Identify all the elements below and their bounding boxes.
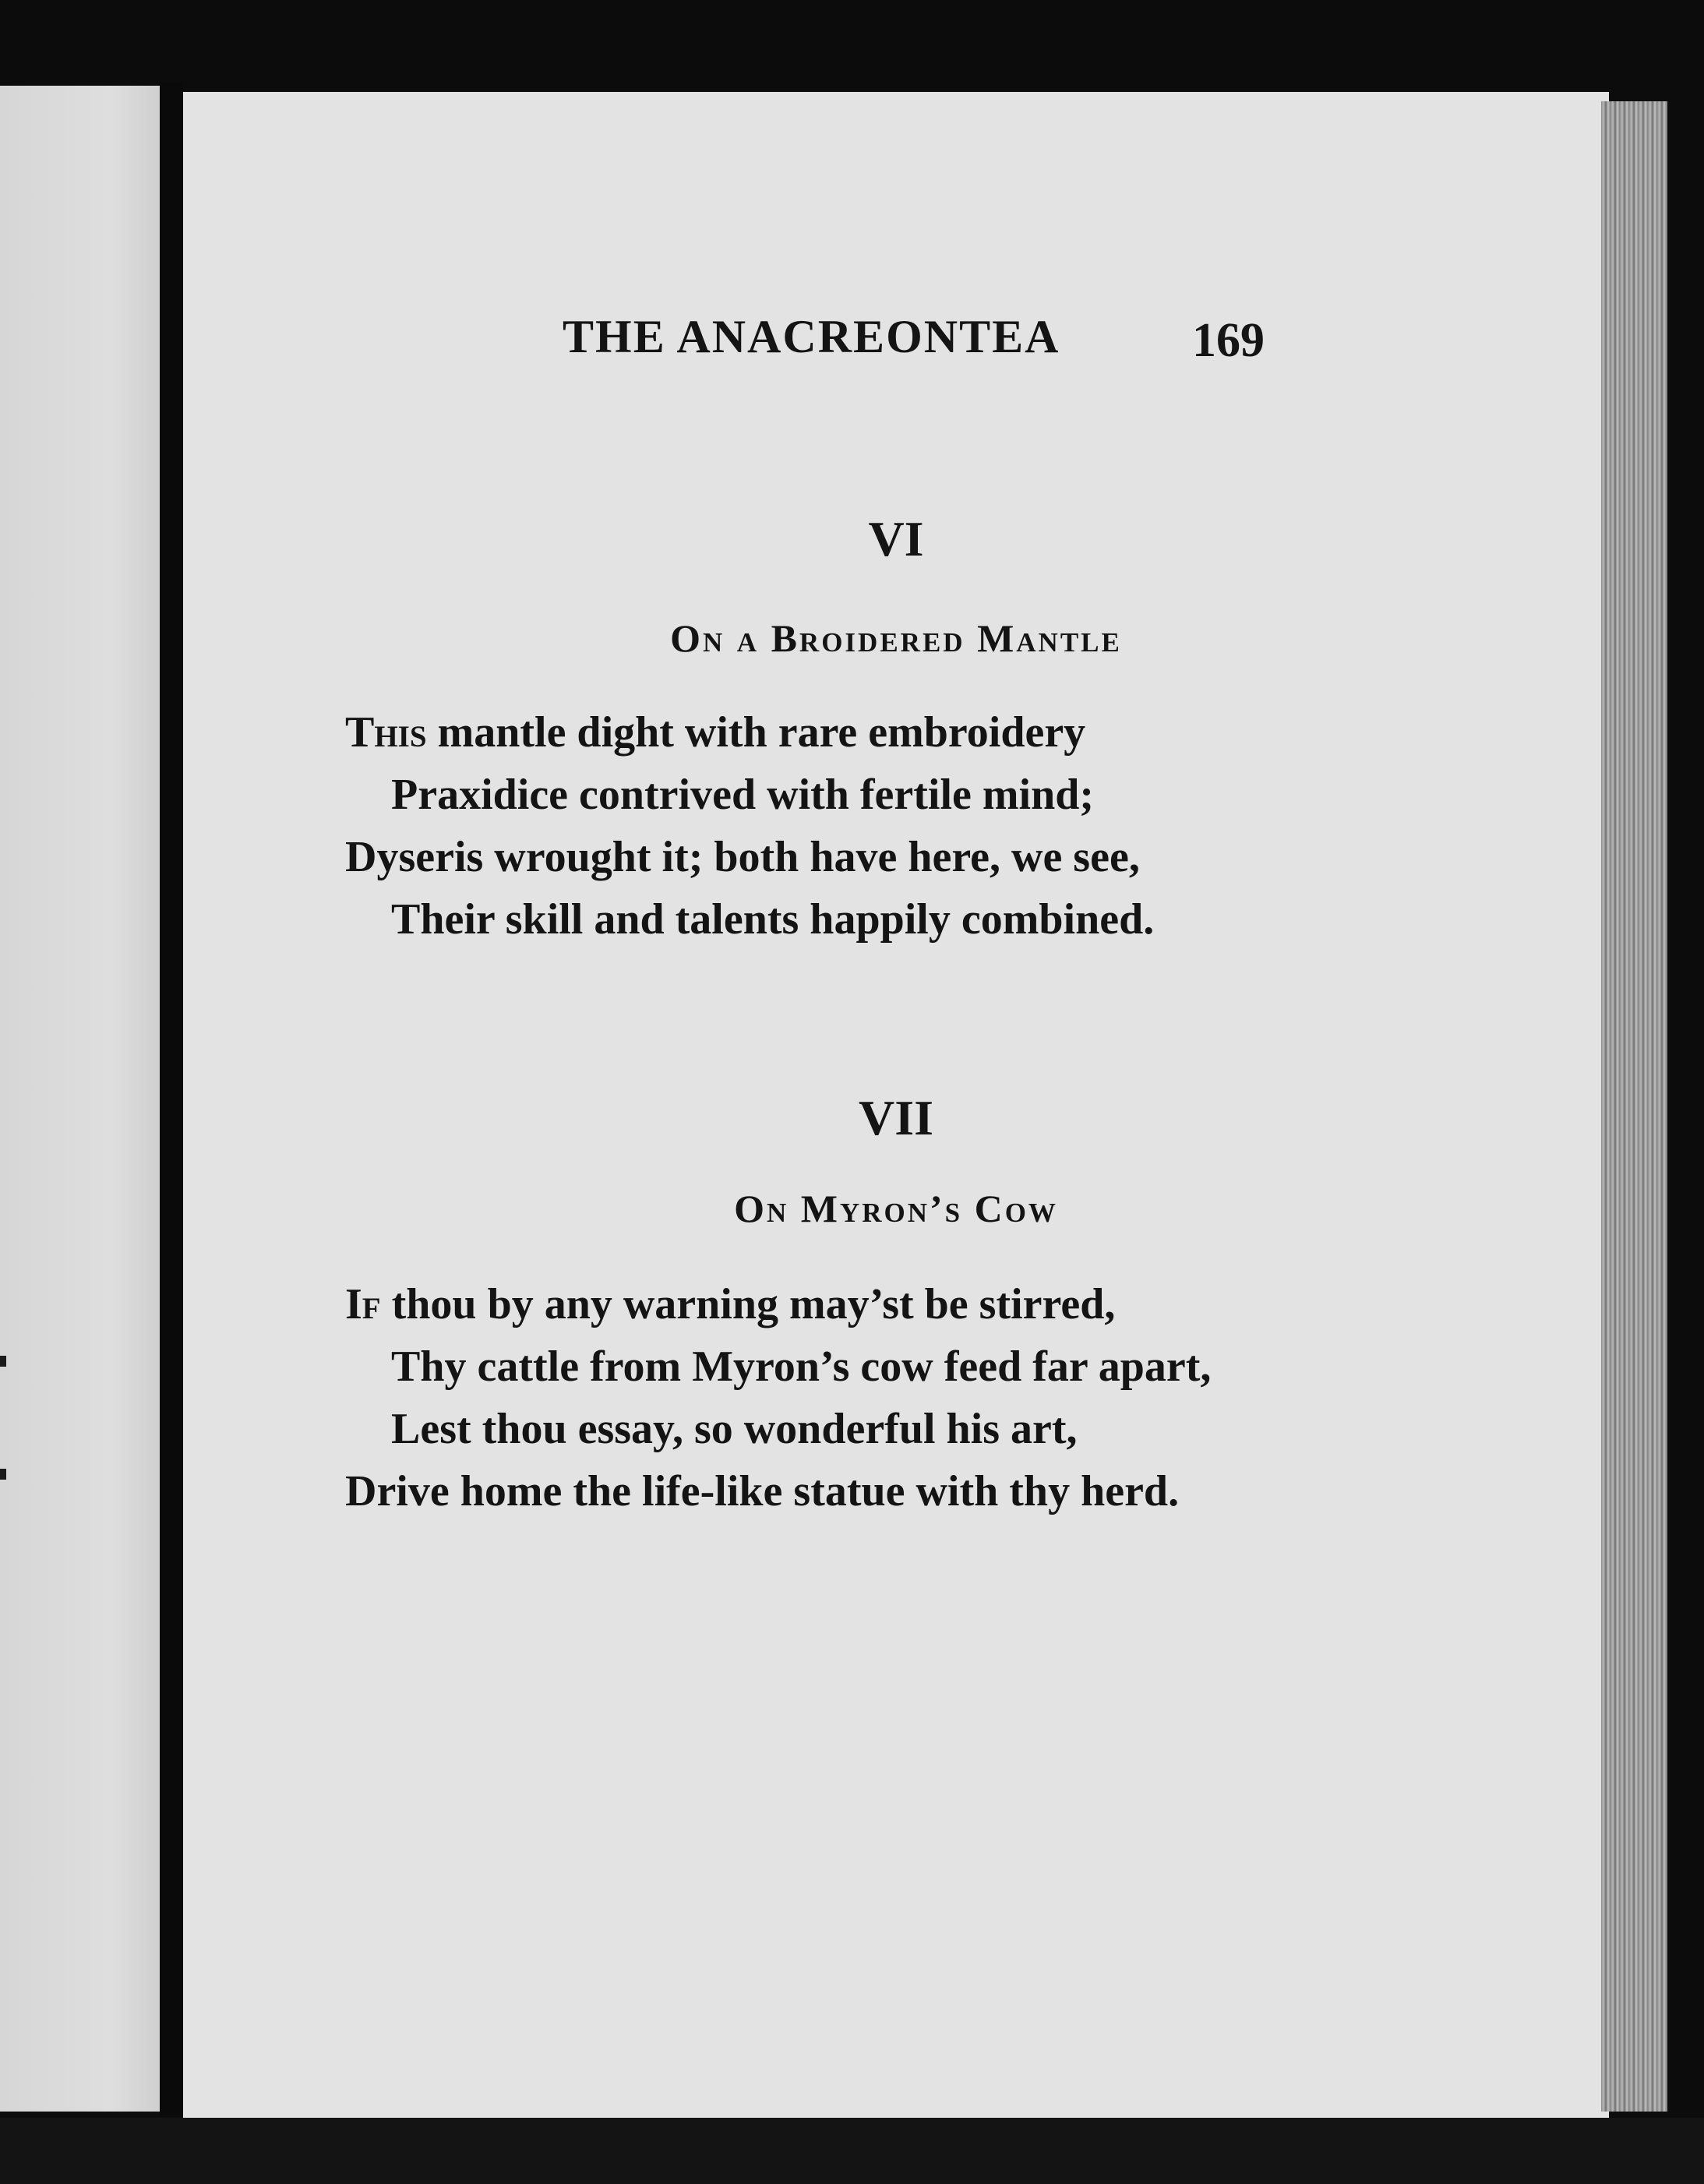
facing-page-edge [0,86,160,2112]
poem-line [345,1467,1180,1515]
poem-line-text: mantle dight with rare embroidery [426,708,1086,757]
poem-line-first-word: This [345,708,427,757]
page-fore-edge [1601,101,1667,2112]
poem-line [391,895,1155,944]
poem-line-first-word: If [345,1280,381,1328]
poem-line [345,835,1140,879]
poem-line-text: thou by any warning may’st be stirred, [380,1280,1116,1328]
running-title: THE ANACREONTEA [563,311,1060,362]
poem-line-text: Drive home the life-like statue with thy herd. [345,1467,1180,1515]
poem-line-text: Lest thou essay, so wonderful his art, [391,1405,1078,1453]
poem-title: On a Broidered Mantle [670,616,1122,660]
facing-page-mark [0,1469,6,1480]
poem-line-text: Their skill and talents happily combined. [391,895,1155,944]
poem-line [391,1407,1078,1451]
poem-line [345,1280,1116,1328]
poem-line [391,773,1094,817]
poem-numeral: VI [868,511,924,566]
poem-line-text: Dyseris wrought it; both have here, we see, [345,833,1140,881]
poem-line-text: Thy cattle from Myron’s cow feed far apart, [391,1343,1212,1391]
poem-line-text: Praxidice contrived with fertile mind; [391,771,1095,819]
book-gutter [160,82,183,2115]
poem-line [345,708,1086,757]
poem-numeral: VII [858,1090,934,1145]
poem-title: On Myron’s Cow [734,1187,1058,1230]
poem-line [391,1343,1212,1391]
scan-bottom-border [0,2118,1704,2184]
page-number: 169 [1192,314,1265,367]
facing-page-mark [0,1356,6,1367]
